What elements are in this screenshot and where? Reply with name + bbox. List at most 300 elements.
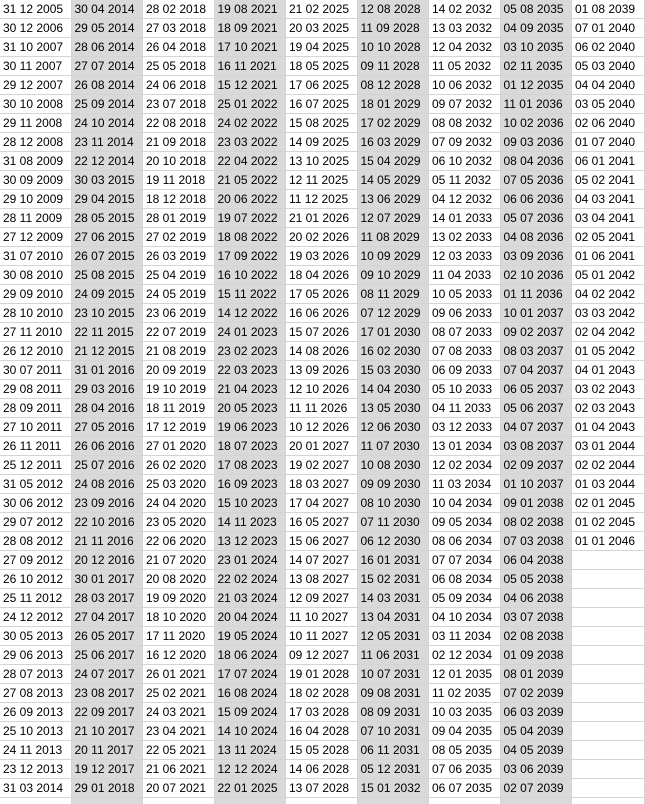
table-cell[interactable]: 30 10 2008 [0, 95, 71, 114]
table-cell[interactable]: 22 12 2014 [72, 152, 143, 171]
table-cell[interactable]: 05 08 2035 [501, 0, 572, 19]
table-cell[interactable]: 01 06 2041 [572, 247, 644, 266]
table-cell[interactable]: 09 01 2038 [501, 494, 572, 513]
table-cell[interactable]: 30 07 2011 [0, 361, 71, 380]
table-cell[interactable]: 26 07 2015 [72, 247, 143, 266]
table-cell[interactable]: 22 01 2025 [215, 779, 286, 798]
table-cell[interactable]: 30 08 2010 [0, 266, 71, 285]
table-cell[interactable]: 18 01 2029 [358, 95, 429, 114]
table-cell[interactable]: 17 05 2026 [286, 285, 357, 304]
table-cell[interactable]: 28 02 2018 [143, 0, 214, 19]
table-cell[interactable]: 14 05 2029 [358, 171, 429, 190]
table-cell[interactable]: 01 07 2040 [572, 133, 644, 152]
table-cell[interactable]: 26 03 2019 [143, 247, 214, 266]
table-cell[interactable]: 07 04 2037 [501, 361, 572, 380]
table-cell[interactable] [572, 760, 644, 779]
table-cell[interactable]: 12 05 2031 [358, 627, 429, 646]
table-cell[interactable]: 20 08 2020 [143, 570, 214, 589]
table-cell[interactable]: 28 05 2015 [72, 209, 143, 228]
table-cell[interactable]: 05 09 2034 [429, 589, 500, 608]
table-cell[interactable]: 05 02 2041 [572, 171, 644, 190]
table-cell[interactable]: 11 04 2033 [429, 266, 500, 285]
table-cell[interactable]: 06 09 2033 [429, 361, 500, 380]
table-cell[interactable]: 09 12 2027 [286, 646, 357, 665]
table-cell[interactable]: 03 02 2043 [572, 380, 644, 399]
table-cell[interactable]: 17 11 2020 [143, 627, 214, 646]
table-cell[interactable]: 08 04 2036 [501, 152, 572, 171]
table-cell[interactable]: 16 10 2022 [215, 266, 286, 285]
table-cell[interactable]: 02 08 2038 [501, 627, 572, 646]
table-cell[interactable]: 16 06 2026 [286, 304, 357, 323]
table-cell[interactable] [572, 589, 644, 608]
table-cell[interactable]: 02 12 2034 [429, 646, 500, 665]
table-cell[interactable]: 23 09 2016 [72, 494, 143, 513]
table-cell[interactable]: 18 09 2021 [215, 19, 286, 38]
table-cell[interactable]: 04 11 2033 [429, 399, 500, 418]
table-cell[interactable]: 20 07 2021 [143, 779, 214, 798]
table-cell[interactable]: 31 07 2010 [0, 247, 71, 266]
table-cell[interactable]: 29 09 2010 [0, 285, 71, 304]
table-cell[interactable]: 07 11 2030 [358, 513, 429, 532]
table-cell[interactable]: 31 05 2012 [0, 475, 71, 494]
table-cell[interactable] [572, 684, 644, 703]
table-cell[interactable]: 30 06 2012 [0, 494, 71, 513]
table-cell[interactable]: 16 11 2021 [215, 57, 286, 76]
table-cell[interactable]: 23 10 2015 [72, 304, 143, 323]
table-cell[interactable]: 27 10 2011 [0, 418, 71, 437]
table-cell[interactable]: 24 11 2013 [0, 741, 71, 760]
table-cell[interactable]: 27 03 2018 [143, 19, 214, 38]
table-cell[interactable]: 15 07 2026 [286, 323, 357, 342]
table-cell[interactable]: 02 04 2042 [572, 323, 644, 342]
table-cell[interactable]: 26 08 2014 [72, 76, 143, 95]
table-cell[interactable]: 27 09 2012 [0, 551, 71, 570]
table-cell[interactable]: 28 06 2014 [72, 38, 143, 57]
table-cell[interactable]: 22 09 2017 [72, 703, 143, 722]
table-cell[interactable]: 08 12 2028 [358, 76, 429, 95]
table-cell[interactable]: 06 01 2041 [572, 152, 644, 171]
table-cell[interactable]: 02 02 2044 [572, 456, 644, 475]
table-cell[interactable]: 18 04 2026 [286, 266, 357, 285]
table-cell[interactable]: 06 07 2035 [429, 779, 500, 798]
table-cell[interactable]: 06 05 2037 [501, 380, 572, 399]
table-cell[interactable]: 12 10 2026 [286, 380, 357, 399]
table-cell[interactable] [572, 646, 644, 665]
table-cell[interactable]: 02 01 2045 [572, 494, 644, 513]
table-cell[interactable]: 25 04 2019 [143, 266, 214, 285]
table-cell[interactable]: 27 05 2016 [72, 418, 143, 437]
table-cell[interactable]: 19 11 2018 [143, 171, 214, 190]
table-cell[interactable]: 09 05 2034 [429, 513, 500, 532]
table-cell[interactable]: 12 08 2028 [358, 0, 429, 19]
table-cell[interactable]: 15 04 2029 [358, 152, 429, 171]
table-cell[interactable]: 22 06 2020 [143, 532, 214, 551]
table-cell[interactable]: 19 01 2028 [286, 665, 357, 684]
table-cell[interactable]: 03 10 2035 [501, 38, 572, 57]
table-cell[interactable]: 24 07 2017 [72, 665, 143, 684]
table-cell[interactable]: 13 09 2026 [286, 361, 357, 380]
table-cell[interactable]: 20 10 2018 [143, 152, 214, 171]
table-cell[interactable]: 27 04 2017 [72, 608, 143, 627]
table-cell[interactable]: 30 04 2014 [72, 0, 143, 19]
table-cell[interactable]: 20 06 2022 [215, 190, 286, 209]
table-cell[interactable]: 12 06 2030 [358, 418, 429, 437]
table-cell[interactable]: 01 05 2042 [572, 342, 644, 361]
table-cell[interactable]: 04 09 2035 [501, 19, 572, 38]
table-cell[interactable]: 26 06 2016 [72, 437, 143, 456]
table-cell[interactable]: 25 09 2014 [72, 95, 143, 114]
table-cell[interactable]: 17 02 2029 [358, 114, 429, 133]
table-cell[interactable]: 05 12 2031 [358, 760, 429, 779]
table-cell[interactable]: 25 08 2015 [72, 266, 143, 285]
table-cell[interactable]: 19 10 2019 [143, 380, 214, 399]
table-cell[interactable]: 09 03 2036 [501, 133, 572, 152]
table-cell[interactable]: 27 06 2015 [72, 228, 143, 247]
table-cell[interactable]: 15 08 2025 [286, 114, 357, 133]
table-cell[interactable]: 21 03 2024 [215, 589, 286, 608]
table-cell[interactable]: 18 08 2022 [215, 228, 286, 247]
table-cell[interactable]: 20 02 2026 [286, 228, 357, 247]
table-cell[interactable]: 06 02 2040 [572, 38, 644, 57]
table-cell[interactable]: 21 08 2019 [143, 342, 214, 361]
table-cell[interactable]: 24 08 2016 [72, 475, 143, 494]
table-cell[interactable]: 25 05 2018 [143, 57, 214, 76]
table-cell[interactable]: 14 12 2022 [215, 304, 286, 323]
table-cell[interactable]: 14 04 2030 [358, 380, 429, 399]
table-cell[interactable]: 24 02 2022 [215, 114, 286, 133]
table-cell[interactable]: 05 05 2038 [501, 570, 572, 589]
table-cell[interactable]: 26 01 2021 [143, 665, 214, 684]
table-cell[interactable]: 19 04 2025 [286, 38, 357, 57]
table-cell[interactable]: 20 12 2016 [72, 551, 143, 570]
table-cell[interactable]: 07 08 2033 [429, 342, 500, 361]
table-cell[interactable]: 28 10 2010 [0, 304, 71, 323]
table-cell[interactable]: 22 05 2021 [143, 741, 214, 760]
table-cell[interactable]: 19 05 2024 [215, 627, 286, 646]
table-cell[interactable]: 09 02 2037 [501, 323, 572, 342]
table-cell[interactable]: 03 07 2038 [501, 608, 572, 627]
table-cell[interactable]: 18 02 2028 [286, 684, 357, 703]
table-cell[interactable]: 21 10 2017 [72, 722, 143, 741]
table-cell[interactable]: 06 04 2038 [501, 551, 572, 570]
table-cell[interactable]: 23 02 2023 [215, 342, 286, 361]
table-cell[interactable]: 01 08 2039 [572, 0, 644, 19]
table-cell[interactable]: 17 09 2022 [215, 247, 286, 266]
table-cell[interactable]: 17 12 2019 [143, 418, 214, 437]
table-cell[interactable]: 25 07 2016 [72, 456, 143, 475]
table-cell[interactable]: 11 10 2027 [286, 608, 357, 627]
table-cell[interactable]: 09 08 2031 [358, 684, 429, 703]
table-cell[interactable]: 03 09 2036 [501, 247, 572, 266]
table-cell[interactable]: 05 07 2036 [501, 209, 572, 228]
table-cell[interactable]: 02 06 2040 [572, 114, 644, 133]
table-cell[interactable]: 02 05 2041 [572, 228, 644, 247]
table-cell[interactable]: 28 11 2009 [0, 209, 71, 228]
table-cell[interactable]: 21 02 2025 [286, 0, 357, 19]
table-cell[interactable]: 21 09 2018 [143, 133, 214, 152]
table-cell[interactable]: 27 12 2009 [0, 228, 71, 247]
table-cell[interactable]: 30 11 2007 [0, 57, 71, 76]
table-cell[interactable]: 11 03 2034 [429, 475, 500, 494]
table-cell[interactable]: 03 01 2044 [572, 437, 644, 456]
table-cell[interactable]: 06 03 2039 [501, 703, 572, 722]
table-cell[interactable]: 10 12 2026 [286, 418, 357, 437]
table-cell[interactable]: 22 11 2015 [72, 323, 143, 342]
table-cell[interactable]: 25 01 2022 [215, 95, 286, 114]
table-cell[interactable]: 11 09 2028 [358, 19, 429, 38]
table-cell[interactable]: 10 07 2031 [358, 665, 429, 684]
table-cell[interactable]: 04 05 2039 [501, 741, 572, 760]
table-cell[interactable]: 20 01 2027 [286, 437, 357, 456]
table-cell[interactable]: 18 06 2024 [215, 646, 286, 665]
table-cell[interactable]: 10 10 2028 [358, 38, 429, 57]
table-cell[interactable]: 16 01 2031 [358, 551, 429, 570]
table-cell[interactable]: 07 03 2038 [501, 532, 572, 551]
table-cell[interactable]: 13 07 2028 [286, 779, 357, 798]
table-cell[interactable]: 13 02 2033 [429, 228, 500, 247]
table-cell[interactable] [572, 722, 644, 741]
table-cell[interactable]: 22 02 2024 [215, 570, 286, 589]
table-cell[interactable]: 24 04 2020 [143, 494, 214, 513]
table-cell[interactable]: 03 08 2037 [501, 437, 572, 456]
table-cell[interactable]: 07 10 2031 [358, 722, 429, 741]
table-cell[interactable]: 12 02 2034 [429, 456, 500, 475]
table-cell[interactable]: 12 07 2029 [358, 209, 429, 228]
table-cell[interactable]: 03 06 2039 [501, 760, 572, 779]
table-cell[interactable]: 16 07 2025 [286, 95, 357, 114]
table-cell[interactable]: 25 10 2013 [0, 722, 71, 741]
table-cell[interactable]: 06 12 2030 [358, 532, 429, 551]
table-cell[interactable]: 23 07 2018 [143, 95, 214, 114]
table-cell[interactable]: 19 02 2027 [286, 456, 357, 475]
table-cell[interactable]: 21 06 2021 [143, 760, 214, 779]
table-cell[interactable]: 16 02 2030 [358, 342, 429, 361]
table-cell[interactable]: 27 07 2014 [72, 57, 143, 76]
table-cell[interactable]: 14 02 2032 [429, 0, 500, 19]
table-cell[interactable]: 13 03 2032 [429, 19, 500, 38]
table-cell[interactable]: 15 12 2021 [215, 76, 286, 95]
table-cell[interactable]: 20 05 2023 [215, 399, 286, 418]
table-cell[interactable]: 03 11 2034 [429, 627, 500, 646]
table-cell[interactable]: 21 04 2023 [215, 380, 286, 399]
table-cell[interactable]: 11 01 2036 [501, 95, 572, 114]
table-cell[interactable]: 29 03 2016 [72, 380, 143, 399]
table-cell[interactable]: 13 06 2029 [358, 190, 429, 209]
table-cell[interactable]: 06 11 2031 [358, 741, 429, 760]
table-cell[interactable]: 07 05 2036 [501, 171, 572, 190]
table-cell[interactable]: 03 04 2041 [572, 209, 644, 228]
table-cell[interactable]: 28 12 2008 [0, 133, 71, 152]
table-cell[interactable]: 12 04 2032 [429, 38, 500, 57]
table-cell[interactable]: 13 08 2027 [286, 570, 357, 589]
table-cell[interactable]: 21 07 2020 [143, 551, 214, 570]
table-cell[interactable]: 26 12 2010 [0, 342, 71, 361]
table-cell[interactable]: 15 03 2030 [358, 361, 429, 380]
table-cell[interactable]: 03 12 2033 [429, 418, 500, 437]
table-cell[interactable]: 24 05 2019 [143, 285, 214, 304]
table-cell[interactable]: 15 02 2031 [358, 570, 429, 589]
table-cell[interactable]: 06 06 2036 [501, 190, 572, 209]
table-cell[interactable]: 26 04 2018 [143, 38, 214, 57]
table-cell[interactable]: 09 06 2033 [429, 304, 500, 323]
table-cell[interactable]: 14 09 2025 [286, 133, 357, 152]
table-cell[interactable]: 29 04 2015 [72, 190, 143, 209]
table-cell[interactable]: 23 01 2024 [215, 551, 286, 570]
table-cell[interactable]: 27 02 2019 [143, 228, 214, 247]
table-cell[interactable]: 30 01 2017 [72, 570, 143, 589]
table-cell[interactable]: 04 10 2034 [429, 608, 500, 627]
table-cell[interactable]: 17 06 2025 [286, 76, 357, 95]
table-cell[interactable]: 15 06 2027 [286, 532, 357, 551]
table-cell[interactable]: 08 11 2029 [358, 285, 429, 304]
table-cell[interactable]: 21 11 2016 [72, 532, 143, 551]
table-cell[interactable]: 14 06 2028 [286, 760, 357, 779]
table-cell[interactable]: 02 11 2035 [501, 57, 572, 76]
table-cell[interactable]: 17 08 2023 [215, 456, 286, 475]
table-cell[interactable]: 28 04 2016 [72, 399, 143, 418]
table-cell[interactable]: 08 08 2032 [429, 114, 500, 133]
table-cell[interactable]: 29 11 2008 [0, 114, 71, 133]
table-cell[interactable]: 11 08 2029 [358, 228, 429, 247]
table-cell[interactable]: 12 09 2027 [286, 589, 357, 608]
table-cell[interactable]: 04 04 2040 [572, 76, 644, 95]
table-cell[interactable]: 11 02 2035 [429, 684, 500, 703]
table-cell[interactable] [572, 627, 644, 646]
table-cell[interactable]: 18 07 2023 [215, 437, 286, 456]
table-cell[interactable]: 15 01 2032 [358, 779, 429, 798]
table-cell[interactable]: 16 03 2029 [358, 133, 429, 152]
table-cell[interactable]: 27 08 2013 [0, 684, 71, 703]
table-cell[interactable]: 10 01 2037 [501, 304, 572, 323]
table-cell[interactable]: 22 08 2018 [143, 114, 214, 133]
table-cell[interactable] [572, 551, 644, 570]
table-cell[interactable]: 16 04 2028 [286, 722, 357, 741]
table-cell[interactable]: 08 10 2030 [358, 494, 429, 513]
table-cell[interactable]: 08 09 2031 [358, 703, 429, 722]
table-cell[interactable]: 08 02 2038 [501, 513, 572, 532]
table-cell[interactable]: 15 10 2023 [215, 494, 286, 513]
table-cell[interactable]: 19 07 2022 [215, 209, 286, 228]
table-cell[interactable]: 05 11 2032 [429, 171, 500, 190]
table-cell[interactable]: 24 10 2014 [72, 114, 143, 133]
table-cell[interactable]: 02 03 2043 [572, 399, 644, 418]
table-cell[interactable]: 25 02 2021 [143, 684, 214, 703]
table-cell[interactable]: 05 10 2033 [429, 380, 500, 399]
table-cell[interactable]: 10 06 2032 [429, 76, 500, 95]
table-cell[interactable]: 28 03 2017 [72, 589, 143, 608]
table-cell[interactable]: 20 11 2017 [72, 741, 143, 760]
table-cell[interactable]: 04 02 2042 [572, 285, 644, 304]
table-cell[interactable]: 30 09 2009 [0, 171, 71, 190]
table-cell[interactable]: 17 04 2027 [286, 494, 357, 513]
table-cell[interactable]: 13 04 2031 [358, 608, 429, 627]
table-cell[interactable]: 07 07 2034 [429, 551, 500, 570]
table-cell[interactable]: 31 12 2005 [0, 0, 71, 19]
table-cell[interactable]: 01 02 2045 [572, 513, 644, 532]
table-cell[interactable]: 13 11 2024 [215, 741, 286, 760]
table-cell[interactable]: 26 11 2011 [0, 437, 71, 456]
table-cell[interactable]: 23 05 2020 [143, 513, 214, 532]
table-cell[interactable]: 01 04 2043 [572, 418, 644, 437]
table-cell[interactable] [572, 665, 644, 684]
table-cell[interactable]: 10 02 2036 [501, 114, 572, 133]
table-cell[interactable]: 13 10 2025 [286, 152, 357, 171]
table-cell[interactable]: 16 12 2020 [143, 646, 214, 665]
table-cell[interactable]: 23 11 2014 [72, 133, 143, 152]
table-cell[interactable]: 03 05 2040 [572, 95, 644, 114]
table-cell[interactable]: 28 01 2019 [143, 209, 214, 228]
table-cell[interactable]: 25 06 2017 [72, 646, 143, 665]
table-cell[interactable]: 05 06 2037 [501, 399, 572, 418]
table-cell[interactable]: 04 12 2032 [429, 190, 500, 209]
table-cell[interactable]: 02 07 2039 [501, 779, 572, 798]
table-cell[interactable]: 11 07 2030 [358, 437, 429, 456]
table-cell[interactable]: 16 09 2023 [215, 475, 286, 494]
table-cell[interactable]: 29 10 2009 [0, 190, 71, 209]
table-cell[interactable]: 10 04 2034 [429, 494, 500, 513]
table-cell[interactable]: 25 12 2011 [0, 456, 71, 475]
table-cell[interactable]: 22 04 2022 [215, 152, 286, 171]
table-cell[interactable]: 24 09 2015 [72, 285, 143, 304]
table-cell[interactable]: 24 01 2023 [215, 323, 286, 342]
table-cell[interactable] [572, 779, 644, 798]
table-cell[interactable]: 01 11 2036 [501, 285, 572, 304]
table-cell[interactable]: 21 01 2026 [286, 209, 357, 228]
table-cell[interactable]: 21 05 2022 [215, 171, 286, 190]
table-cell[interactable]: 25 03 2020 [143, 475, 214, 494]
table-cell[interactable]: 26 05 2017 [72, 627, 143, 646]
table-cell[interactable]: 31 10 2007 [0, 38, 71, 57]
table-cell[interactable]: 12 03 2033 [429, 247, 500, 266]
table-cell[interactable]: 18 03 2027 [286, 475, 357, 494]
table-cell[interactable]: 17 01 2030 [358, 323, 429, 342]
table-cell[interactable]: 26 09 2013 [0, 703, 71, 722]
table-cell[interactable]: 29 07 2012 [0, 513, 71, 532]
table-cell[interactable]: 15 11 2022 [215, 285, 286, 304]
table-cell[interactable]: 23 08 2017 [72, 684, 143, 703]
table-cell[interactable]: 14 10 2024 [215, 722, 286, 741]
table-cell[interactable]: 01 12 2035 [501, 76, 572, 95]
table-cell[interactable]: 09 09 2030 [358, 475, 429, 494]
table-cell[interactable]: 16 05 2027 [286, 513, 357, 532]
table-cell[interactable]: 23 03 2022 [215, 133, 286, 152]
table-cell[interactable]: 12 12 2024 [215, 760, 286, 779]
table-cell[interactable]: 29 12 2007 [0, 76, 71, 95]
table-cell[interactable]: 08 01 2039 [501, 665, 572, 684]
table-cell[interactable]: 04 03 2041 [572, 190, 644, 209]
table-cell[interactable]: 04 06 2038 [501, 589, 572, 608]
table-cell[interactable]: 20 09 2019 [143, 361, 214, 380]
table-cell[interactable]: 23 06 2019 [143, 304, 214, 323]
table-cell[interactable]: 05 01 2042 [572, 266, 644, 285]
table-cell[interactable]: 15 09 2024 [215, 703, 286, 722]
table-cell[interactable]: 19 06 2023 [215, 418, 286, 437]
table-cell[interactable]: 12 11 2025 [286, 171, 357, 190]
table-cell[interactable]: 08 07 2033 [429, 323, 500, 342]
table-cell[interactable]: 08 03 2037 [501, 342, 572, 361]
table-cell[interactable]: 04 08 2036 [501, 228, 572, 247]
table-cell[interactable]: 07 02 2039 [501, 684, 572, 703]
table-cell[interactable]: 16 08 2024 [215, 684, 286, 703]
table-cell[interactable] [572, 570, 644, 589]
table-cell[interactable]: 13 01 2034 [429, 437, 500, 456]
table-cell[interactable]: 17 07 2024 [215, 665, 286, 684]
table-cell[interactable]: 10 09 2029 [358, 247, 429, 266]
table-cell[interactable]: 19 08 2021 [215, 0, 286, 19]
table-cell[interactable]: 17 10 2021 [215, 38, 286, 57]
table-cell[interactable]: 30 05 2013 [0, 627, 71, 646]
table-cell[interactable]: 11 11 2026 [286, 399, 357, 418]
